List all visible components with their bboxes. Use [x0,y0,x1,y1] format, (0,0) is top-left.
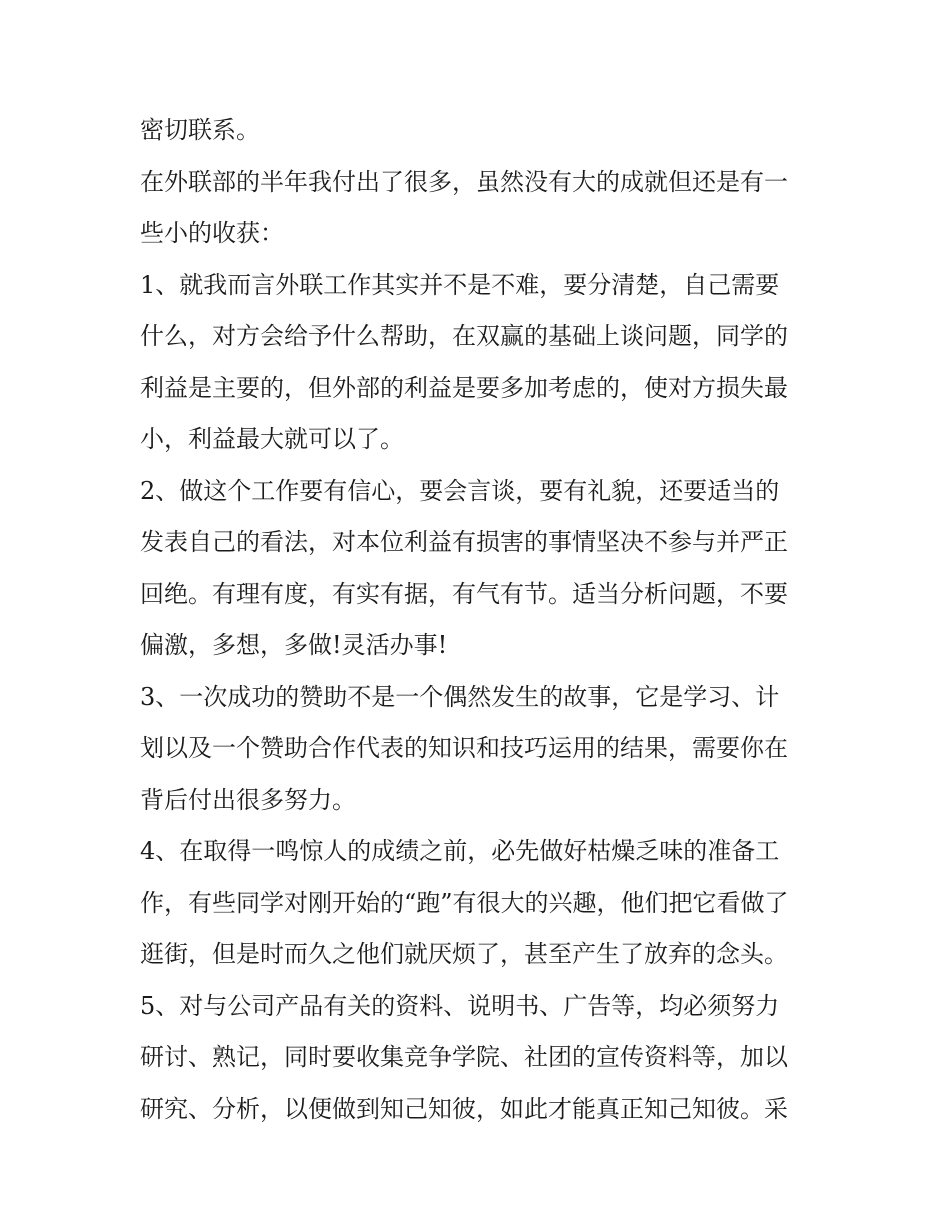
text-line: 发表自己的看法，对本位利益有损害的事情坚决不参与并严正 [140,528,788,556]
document-body [140,105,820,1135]
text-line: 背后付出很多努力。 [140,785,356,814]
text-line: 在外联部的半年我付出了很多，虽然没有大的成就但还是有一 [140,167,788,196]
text-line: 回绝。有理有度，有实有据，有气有节。适当分析问题，不要 [140,579,788,608]
text-line: 利益是主要的，但外部的利益是要多加考虑的，使对方损失最 [140,373,788,402]
text-line: 什么，对方会给予什么帮助，在双赢的基础上谈问题，同学的 [140,322,788,350]
text-line: 2、做这个工作要有信心，要会言谈，要有礼貌，还要适当的 [140,476,780,505]
text-line: 研究、分析，以便做到知己知彼，如此才能真正知己知彼。采 [140,1094,788,1123]
text-line: 逛街，但是时而久之他们就厌烦了，甚至产生了放弃的念头。 [140,940,788,968]
text-line: 4、在取得一鸣惊人的成绩之前，必先做好枯燥乏味的准备工 [140,837,780,865]
text-line: 偏激，多想，多做!灵活办事! [140,631,448,659]
text-line: 1、就我而言外联工作其实并不是不难，要分清楚，自己需要 [140,270,780,299]
text-line: 5、对与公司产品有关的资料、说明书、广告等，均必须努力 [140,991,780,1020]
text-line: 作，有些同学对刚开始的“跑”有很大的兴趣，他们把它看做了 [140,888,789,917]
text-line: 小，利益最大就可以了。 [140,425,404,453]
text-line: 划以及一个赞助合作代表的知识和技巧运用的结果，需要你在 [140,734,788,762]
text-line: 些小的收获： [140,219,284,247]
text-line: 密切联系。 [140,116,260,144]
text-line: 3、一次成功的赞助不是一个偶然发生的故事，它是学习、计 [140,682,780,711]
text-line: 研讨、熟记，同时要收集竞争学院、社团的宣传资料等，加以 [140,1043,788,1071]
